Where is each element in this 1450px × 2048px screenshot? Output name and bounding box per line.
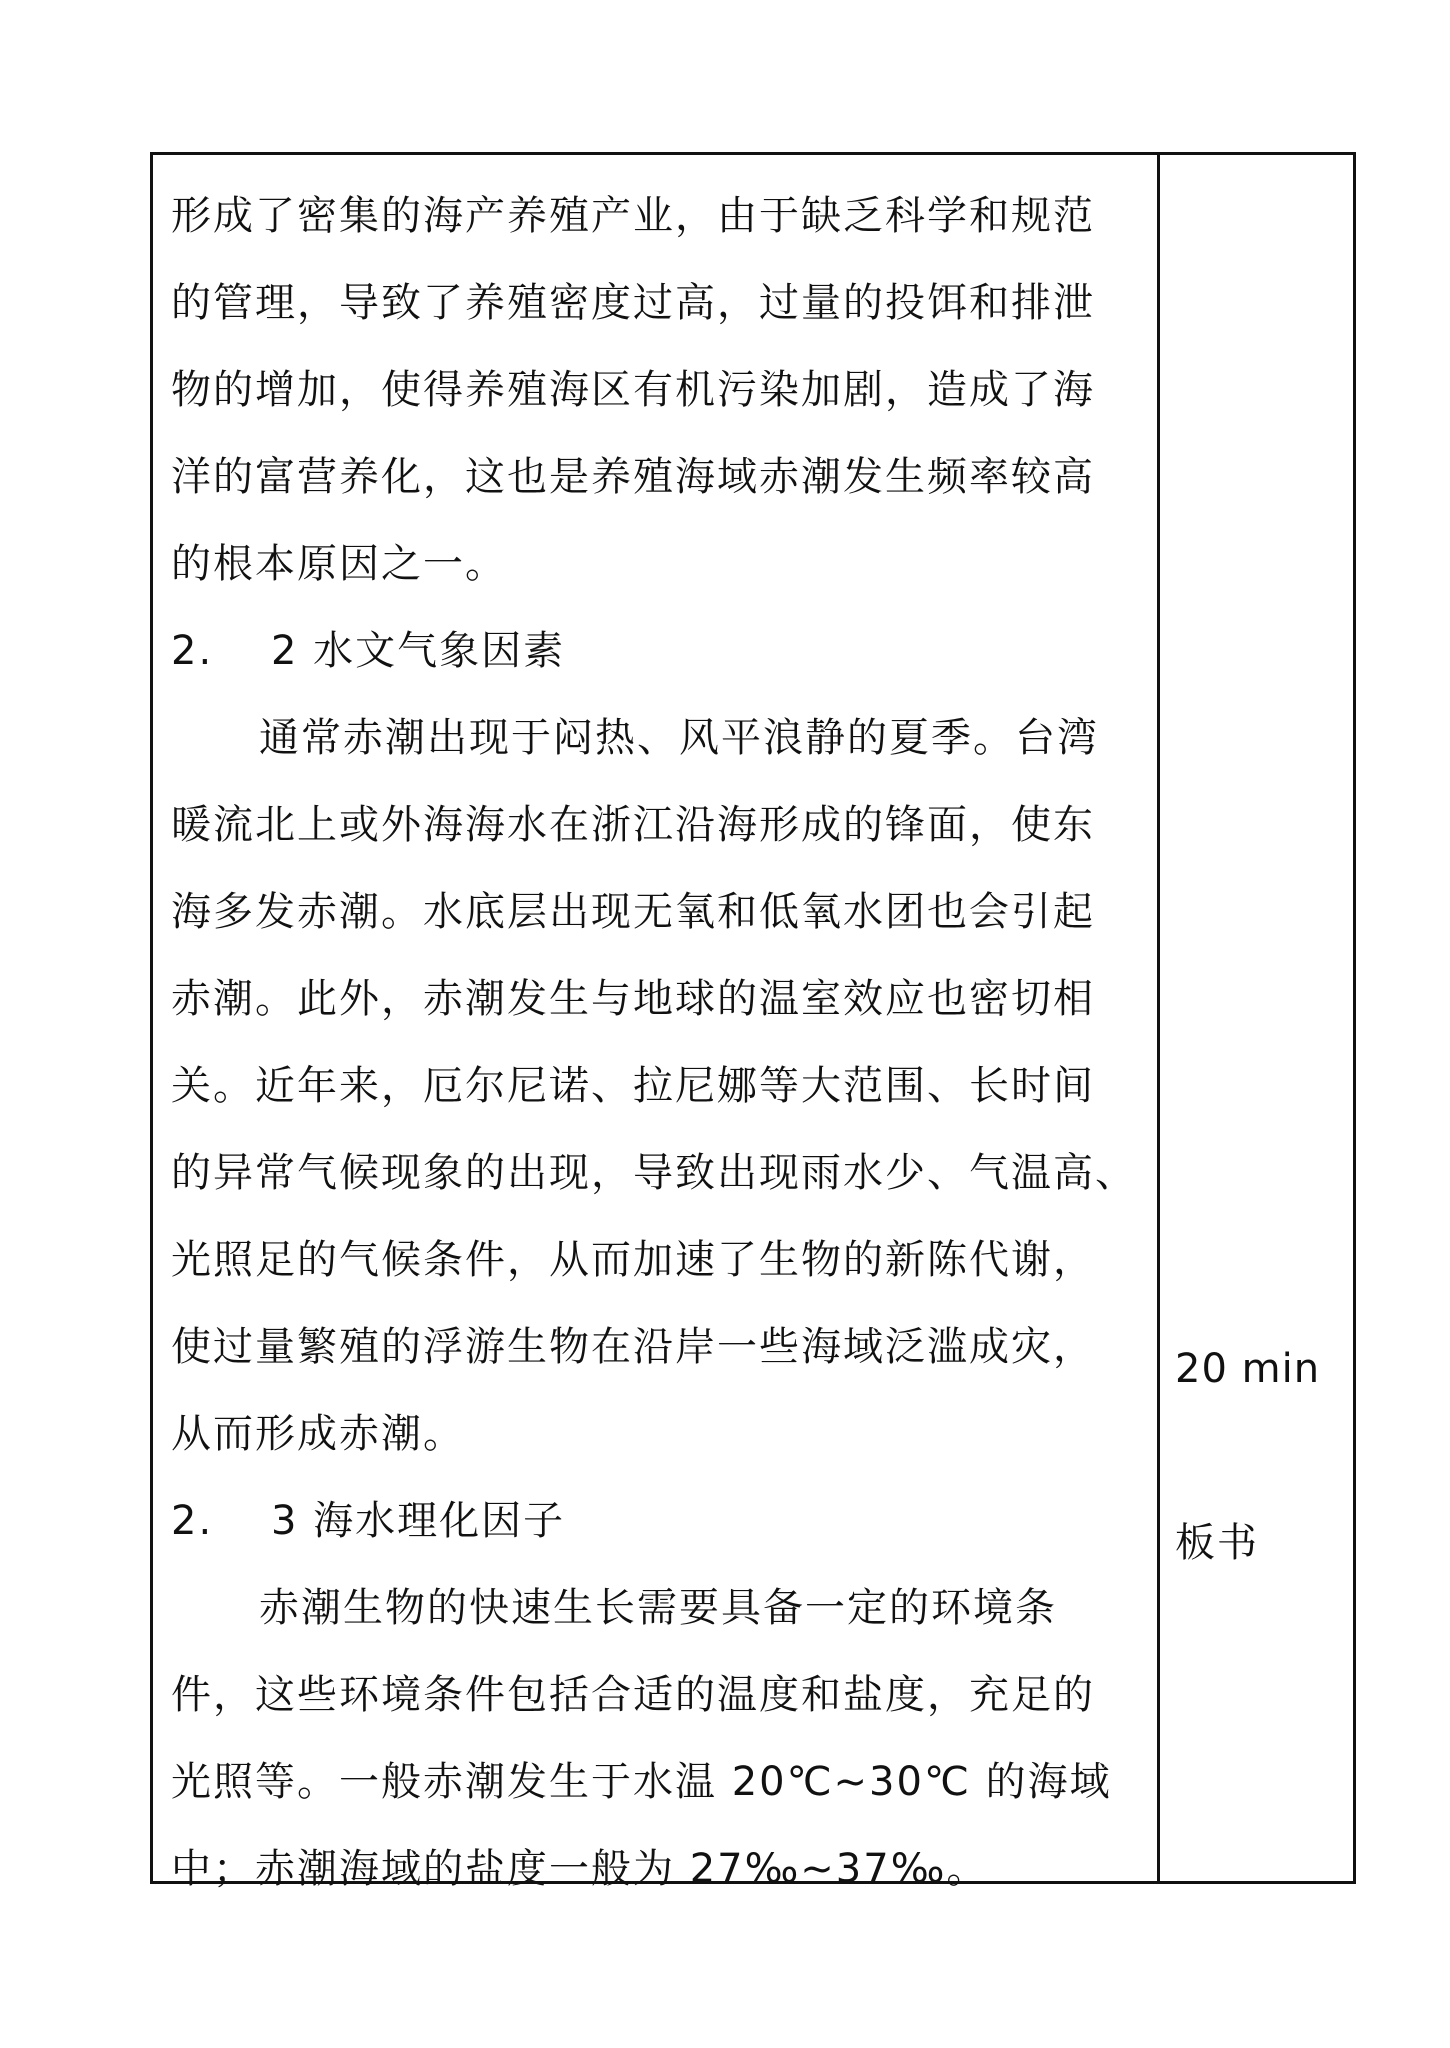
paragraph-line: 洋的富营养化，这也是养殖海域赤潮发生频率较高 <box>171 454 1095 500</box>
paragraph-line: 件，这些环境条件包括合适的温度和盐度，充足的 <box>171 1672 1095 1718</box>
paragraph-line: 赤潮。此外，赤潮发生与地球的温室效应也密切相 <box>171 976 1095 1022</box>
column-divider <box>1157 155 1160 1881</box>
lesson-table <box>150 152 1356 1892</box>
section-title: 3 海水理化因子 <box>271 1498 566 1544</box>
paragraph-line: 赤潮生物的快速生长需要具备一定的环境条 <box>259 1585 1057 1631</box>
section-heading-2-2 <box>171 608 1139 695</box>
paragraph-line: 的异常气候现象的出现，导致出现雨水少、气温高、 <box>171 1150 1137 1196</box>
paragraph-line: 的管理，导致了养殖密度过高，过量的投饵和排泄 <box>171 280 1095 326</box>
paragraph-line: 使过量繁殖的浮游生物在沿岸一些海域泛滥成灾， <box>171 1324 1095 1370</box>
paragraph-line: 的根本原因之一。 <box>171 541 507 587</box>
section-heading-2-3 <box>171 1478 1139 1565</box>
paragraph-line: 暖流北上或外海海水在浙江沿海形成的锋面，使东 <box>171 802 1095 848</box>
section-number: 2. <box>171 628 214 674</box>
time-allocation: 20 min <box>1175 1346 1321 1392</box>
paragraph-line: 关。近年来，厄尔尼诺、拉尼娜等大范围、长时间 <box>171 1063 1095 1109</box>
paragraph-line: 从而形成赤潮。 <box>171 1411 465 1457</box>
paragraph-line: 形成了密集的海产养殖产业，由于缺乏科学和规范 <box>171 193 1095 239</box>
section-title: 2 水文气象因素 <box>271 628 566 674</box>
content-column <box>171 173 1139 1913</box>
paragraph-line: 海多发赤潮。水底层出现无氧和低氧水团也会引起 <box>171 889 1095 935</box>
section-number: 2. <box>171 1498 214 1544</box>
paragraph-line: 中；赤潮海域的盐度一般为 27‰~37‰。 <box>171 1846 989 1892</box>
paragraph-line: 通常赤潮出现于闷热、风平浪静的夏季。台湾 <box>259 715 1099 761</box>
paragraph-line: 物的增加，使得养殖海区有机污染加剧，造成了海 <box>171 367 1095 413</box>
teaching-note: 板书 <box>1175 1520 1259 1566</box>
paragraph-line: 光照足的气候条件，从而加速了生物的新陈代谢， <box>171 1237 1095 1283</box>
paragraph-line: 光照等。一般赤潮发生于水温 20℃~30℃ 的海域 <box>171 1759 1112 1805</box>
